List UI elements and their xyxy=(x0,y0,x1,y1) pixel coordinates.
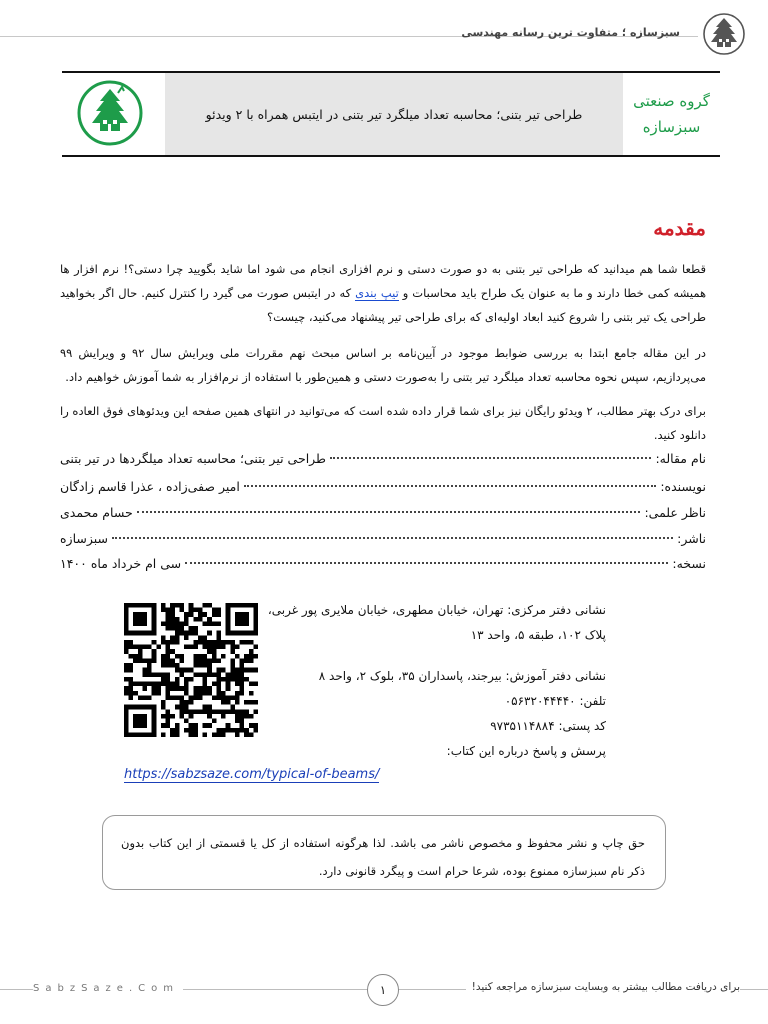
contact-info xyxy=(267,598,606,764)
detail-label: ناشر: xyxy=(677,531,706,546)
sabzsaze-logo-icon xyxy=(702,12,746,56)
detail-value: حسام محمدی xyxy=(60,505,133,520)
detail-value: طراحی تیر بتنی؛ محاسبه تعداد میلگردها در تیر بتنی xyxy=(60,451,327,466)
detail-row-version xyxy=(60,556,706,576)
detail-label: نام مقاله: xyxy=(655,451,706,466)
intro-paragraph-3: برای درک بهتر مطالب، ۲ ویدئو رایگان نیز برای شما قرار داده شده است که می‌توانید در انتهای همین صفحه این ویدئوهای فوق العاده را دانلود کنید. xyxy=(60,404,706,442)
detail-row-article-name xyxy=(60,451,706,471)
company-name xyxy=(623,73,720,155)
intro-paragraph-2: در این مقاله جامع ابتدا به بررسی ضوابط موجود در آیین‌نامه بر اساس مبحث نهم مقررات ملی ویرایش سال ۹۲ و ویرایش ۹۹ می‌پردازیم، سپس نحوه محاسبه تعداد میلگرد تیر بتنی را به‌صورت دستی و همین‌طور با استفاده از نرم‌افزار به شما آموزش خواهیم داد. xyxy=(60,346,706,384)
copyright-notice: حق چاپ و نشر محفوظ و مخصوص ناشر می باشد. لذا هرگونه استفاده از کل یا قسمتی از این کتاب بدون ذکر نام سبزسازه ممنوع بوده، شرعا حرام است و پیگرد قانونی دارد. xyxy=(102,815,666,890)
detail-row-author xyxy=(60,479,706,499)
title-box xyxy=(165,73,623,155)
phone-number: تلفن: ۰۵۶۳۲۰۴۴۴۴۰ xyxy=(504,694,606,708)
training-office-address: نشانی دفتر آموزش: بیرجند، پاسداران ۳۵، بلوک ۲، واحد ۸ xyxy=(318,669,606,683)
dotted-leader xyxy=(244,485,656,487)
intro-paragraph-1-part-a: قطعا شما هم میدانید که طراحی تیر بتنی به دو صورت دستی و نرم افزاری انجام می شود اما شاید بگویید چرا دستی؟! نرم افزار ها همیشه کمی خطا دارند و ما به عنوان یک طراح باید محاسبات و xyxy=(60,262,707,300)
company-name-line2: سبزسازه xyxy=(642,118,701,136)
detail-value: امیر صفی‌زاده ، عذرا قاسم زادگان xyxy=(60,479,240,494)
detail-label: نسخه: xyxy=(672,556,706,571)
document-title: طراحی تیر بتنی؛ محاسبه تعداد میلگرد تیر بتنی در ایتبس همراه با ۲ ویدئو xyxy=(205,106,583,122)
footer-site-name[interactable]: SabzSaze.Com xyxy=(33,983,183,994)
qr-finder-pattern xyxy=(124,603,156,635)
detail-label: نویسنده: xyxy=(660,479,706,494)
intro-paragraph-1 xyxy=(60,257,706,329)
sabzsaze-green-logo-icon xyxy=(76,79,144,147)
intro-paragraph-1-part-b: که در ایتبس صورت می گیرد را کنترل کنیم. حال اگر بخواهید طراحی یک تیر بتنی را شروع کنید ابعاد اولیه‌ای که برای طراحی تیر پیشنهاد می‌کنید، چیست؟ xyxy=(60,286,706,324)
company-name-line1: گروه صنعتی xyxy=(633,92,710,110)
detail-row-publisher xyxy=(60,531,706,551)
office-address-line1: نشانی دفتر مرکزی: تهران، خیابان مطهری، خیابان ملایری پور غربی، xyxy=(267,603,606,617)
page-number: ۱ xyxy=(367,974,399,1006)
qa-label: پرسش و پاسخ درباره این کتاب: xyxy=(446,744,606,758)
title-banner xyxy=(62,71,720,157)
footer-note: برای دریافت مطالب بیشتر به وبسایت سبزسازه مراجعه کنید! xyxy=(466,981,740,993)
qr-finder-pattern xyxy=(226,603,258,635)
detail-row-scientific-supervisor xyxy=(60,505,706,525)
detail-label: ناظر علمی: xyxy=(644,505,706,520)
qr-finder-pattern xyxy=(124,705,156,737)
typing-link[interactable]: تیپ بندی xyxy=(355,286,399,300)
detail-value: سبزسازه xyxy=(60,531,109,546)
book-qa-link[interactable]: https://sabzsaze.com/typical-of-beams/ xyxy=(124,767,380,782)
postal-code: کد پستی: ۹۷۳۵۱۱۴۸۸۴ xyxy=(490,719,606,733)
section-heading: مقدمه xyxy=(653,216,706,240)
detail-value: سی ام خرداد ماه ۱۴۰۰ xyxy=(60,556,182,571)
dotted-leader xyxy=(185,562,668,564)
header-tagline: سبزسازه ؛ متفاوت ترین رسانه مهندسی xyxy=(461,26,680,39)
office-address-line2: پلاک ۱۰۲، طبقه ۵، واحد ۱۳ xyxy=(470,628,606,642)
dotted-leader xyxy=(137,511,641,513)
qr-code-icon[interactable] xyxy=(124,603,258,737)
dotted-leader xyxy=(112,537,673,539)
dotted-leader xyxy=(330,457,651,459)
